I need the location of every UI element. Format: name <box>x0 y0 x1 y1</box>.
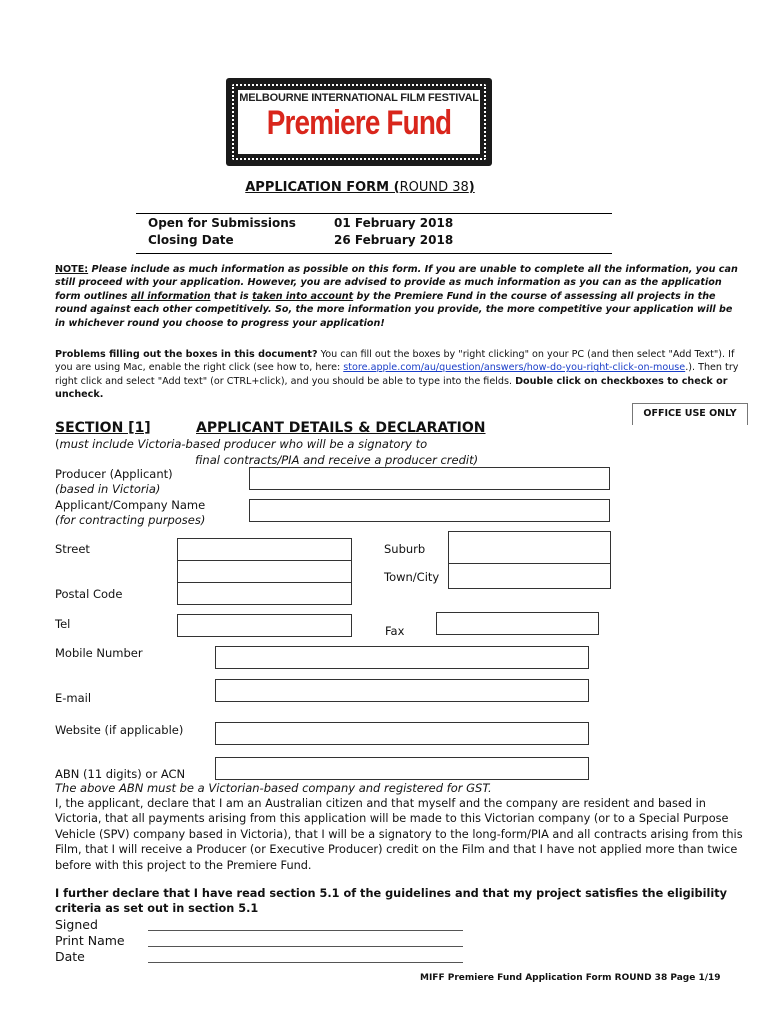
mobile-input[interactable] <box>215 646 589 669</box>
help-link[interactable]: store.apple.com/au/question/answers/how-do-you-right-click-on-mouse <box>343 362 686 374</box>
producer-label: Producer (Applicant) <box>55 467 173 481</box>
suburb-label: Suburb <box>384 542 426 556</box>
logo-line-2: Premiere Fund <box>266 104 452 142</box>
suburb-input[interactable] <box>448 531 611 564</box>
town-city-label: Town/City <box>384 570 440 584</box>
fax-label: Fax <box>385 624 405 638</box>
abn-label: ABN (11 digits) or ACN <box>55 767 186 781</box>
note-emphasis-2: taken into account <box>252 290 354 302</box>
company-input[interactable] <box>249 499 610 522</box>
section-subtitle-1 <box>55 437 427 452</box>
company-sublabel: (for contracting purposes) <box>55 513 206 527</box>
postal-code-label: Postal Code <box>55 587 123 601</box>
closing-label: Closing Date <box>148 233 234 247</box>
logo-panel <box>238 90 480 154</box>
fax-input[interactable] <box>436 612 599 635</box>
note-label: NOTE: <box>55 264 89 275</box>
help-checkbox-tip: Double click on checkboxes to check or uncheck. <box>55 375 728 401</box>
email-label: E-mail <box>55 691 92 705</box>
divider-top <box>136 213 612 214</box>
abn-input[interactable] <box>215 757 589 780</box>
help-heading: Problems filling out the boxes in this document? <box>55 349 318 360</box>
producer-sublabel: (based in Victoria) <box>55 482 161 496</box>
mobile-label: Mobile Number <box>55 646 143 660</box>
postal-code-input[interactable] <box>177 582 352 605</box>
email-input[interactable] <box>215 679 589 702</box>
help-paragraph <box>55 348 750 402</box>
street-label: Street <box>55 542 90 556</box>
section-title: APPLICANT DETAILS & DECLARATION <box>196 420 486 436</box>
closing-date: 26 February 2018 <box>334 233 454 247</box>
help-text-2: .). Then try right click and select "Add text" (or CTRL+click), and you should be able to type into the fields. <box>55 362 739 387</box>
note-paragraph <box>55 263 745 330</box>
section-subtitle-2: final contracts/PIA and receive a producer credit) <box>195 453 479 467</box>
miff-premiere-fund-logo <box>226 78 492 166</box>
company-label: Applicant/Company Name <box>55 498 206 512</box>
form-title-suffix: ) <box>468 180 475 195</box>
street-input-2[interactable] <box>177 560 352 583</box>
website-input[interactable] <box>215 722 589 745</box>
tel-input[interactable] <box>177 614 352 637</box>
subtitle-emphasis: must include <box>59 437 134 451</box>
street-input-1[interactable] <box>177 538 352 561</box>
open-date: 01 February 2018 <box>334 216 454 230</box>
section-number: SECTION [1] <box>55 420 151 436</box>
date-label: Date <box>55 949 85 964</box>
further-declaration: I further declare that I have read section 5.1 of the guidelines and that my project satisfies the eligibility criteria as set out in section 5.1 <box>55 887 727 915</box>
note-text-3: by the Premiere Fund in the course of assessing all projects in the round against each other competitively. So, the more information you provide, the more competitive your application will be in whichever round you choose to progress your application! <box>55 290 733 329</box>
abn-note: The above ABN must be a Victorian-based company and registered for GST. <box>55 781 492 795</box>
note-text-1: Please include as much information as possible on this form. If you are unable to complete all the information, you can still proceed with your application. However, you are advised to provide as much information as you can as the application form outlines <box>55 264 738 302</box>
date-line[interactable] <box>148 962 463 963</box>
note-text-2: that is <box>210 290 253 302</box>
website-label: Website (if applicable) <box>55 723 184 737</box>
open-label: Open for Submissions <box>148 216 296 230</box>
form-title-round: ROUND 38 <box>399 180 469 195</box>
form-title-prefix: APPLICATION FORM ( <box>245 180 400 195</box>
town-city-input[interactable] <box>448 563 611 589</box>
form-title <box>0 180 720 195</box>
subtitle-open: ( <box>55 437 60 451</box>
signed-line[interactable] <box>148 930 463 931</box>
note-emphasis-1: all information <box>130 290 211 302</box>
help-text-1: You can fill out the boxes by "right clicking" on your PC (and then select "Add Text"). If you are using Mac, enable the right click (see how to, here: <box>55 349 735 374</box>
declaration-paragraph: I, the applicant, declare that I am an Australian citizen and that myself and the company are resident and based in Victoria, that all payments arising from this application will be made to this Victorian company (or to a Special Purpose Vehicle (SPV) company based in Victoria), that I will be a signatory to the long-form/PIA and all contracts arising from this Film, that I will receive a Producer (or Executive Producer) credit on the Film and that I have not applied more than twice before with this project to the Premiere Fund. <box>55 797 743 872</box>
page-footer: MIFF Premiere Fund Application Form ROUND 38 Page 1/19 <box>420 973 721 983</box>
office-use-header: OFFICE USE ONLY <box>632 403 748 425</box>
tel-label: Tel <box>55 617 71 631</box>
producer-input[interactable] <box>249 467 610 490</box>
logo-line-1: MELBOURNE INTERNATIONAL FILM FESTIVAL <box>239 92 479 104</box>
signed-label: Signed <box>55 917 98 932</box>
print-name-label: Print Name <box>55 933 125 948</box>
subtitle-rest: Victoria-based producer who will be a signatory to <box>133 437 428 451</box>
divider-bottom <box>136 253 612 254</box>
print-name-line[interactable] <box>148 946 463 947</box>
